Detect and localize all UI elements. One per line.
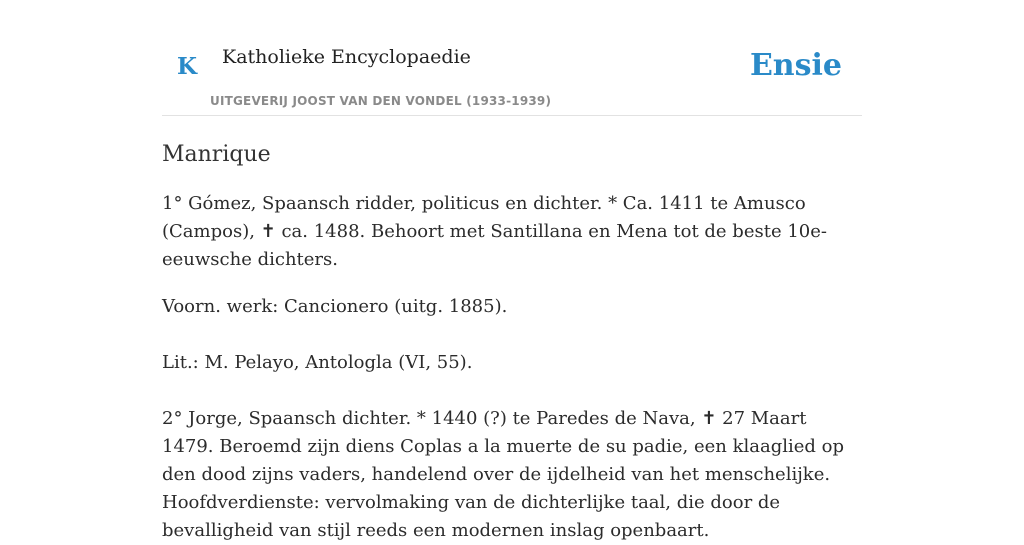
entry-paragraph: 2° Jorge, Spaansch dichter. * 1440 (?) te Paredes de Nava, ✝ 27 Maart 1479. Beroemd zijn diens Coplas a la muerte de su padie, een klaaglied op den dood zijns vaders, handelend over de ijdelheid van het menschelijke. Hoofdverdienste: vervolmaking van de dichterlijke taal, die door de bevalligheid van stijl reeds een modernen inslag openbaart. [162,408,845,542]
entry-paragraph: 1° Gómez, Spaansch ridder, politicus en dichter. * Ca. 1411 te Amusco (Campos), ✝ ca. 1488. Behoort met Santillana en Mena tot de beste 10e-eeuwsche dichters. [162,193,827,271]
entry-body [162,190,862,545]
ensie-logo-link[interactable]: Ensie [749,48,842,83]
book-title-link[interactable]: Katholieke Encyclopaedie [222,46,471,68]
entry-paragraph: Lit.: M. Pelayo, Antologla (VI, 55). [162,352,473,374]
header [162,0,862,116]
content-container [162,0,862,545]
entry-title: Manrique [162,142,271,167]
entry-paragraph: Voorn. werk: Cancionero (uitg. 1885). [162,296,508,318]
encyclopedia-logo[interactable]: K [177,53,197,80]
publisher-label: UITGEVERIJ JOOST VAN DEN VONDEL (1933-1939) [210,94,552,108]
